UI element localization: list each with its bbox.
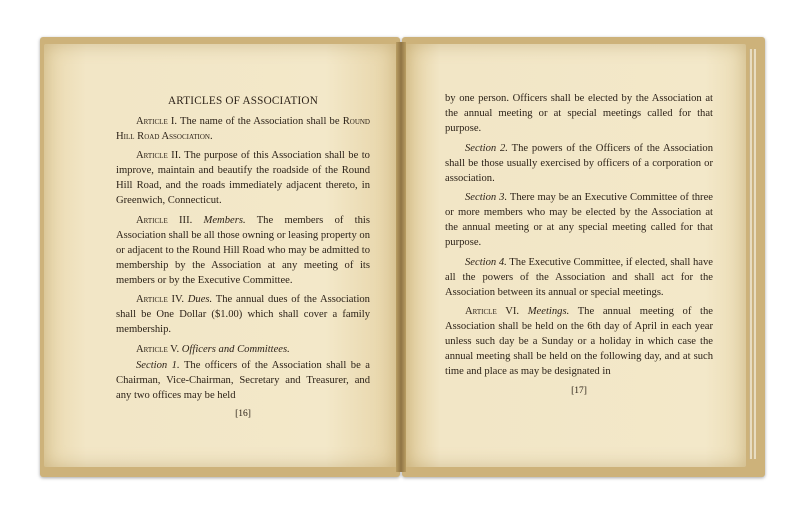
page-number: [17] [571,385,587,396]
association-name: Round Hill Road Association. [116,115,370,142]
book-gutter [396,42,406,472]
section-label: Section 2. [465,142,508,154]
section-label: Section 1. [136,359,180,371]
article-label: Article I. [136,115,178,127]
article-3: Article III. Members. The members of this Association shall be all those owning or leasing property on or adjacent to the Round Hill Road who may be admitted to membership by the Association at any meeting of its members or by the Executive Committee. [116,214,370,286]
article-label: Article V. [136,343,180,355]
section-label: Section 3. [465,192,508,203]
section-2: Section 2. The powers of the Officers of the Association shall be those usually exercised by officers of a corporation or association. [445,142,714,184]
article-label: Article IV. [136,294,184,305]
right-page-text [445,91,713,403]
article-2: Article II. The purpose of this Association shall be to improve, maintain and beautify the roadside of the Round Hill Road, and the roads immediately adjacent thereto, in Greenwich, Connecticut. [116,150,370,206]
article-label: Article VI. [465,306,520,317]
continued-text: by one person. Officers shall be elected by the Association at the annual meeting or at special meetings called for that purpose. [445,93,713,134]
article-label: Article III. [136,214,193,226]
booklet-spread [40,37,765,477]
section-4: Section 4. The Executive Committee, if elected, shall have all the powers of the Association and shall act for the Association between its annual or special meetings. [445,256,713,298]
section-label: Section 4. [465,256,507,268]
article-title: Dues. [187,294,213,305]
article-6: Article VI. Meetings. The annual meeting of the Association shall be held on the 6th day of April in each year unless such day be a Sunday or a holiday in which case the annual meeting shall be held on the following day, and at such time and place as may be designated in [445,306,713,377]
page-edge [749,49,752,459]
section-3: Section 3. There may be an Executive Committee of three or more members who may be elected by the Association at the annual meeting or at any special meeting called for that purpose. [445,192,713,248]
page-edge [753,49,756,459]
article-title: Officers and Committees. [181,343,290,355]
article-4: Article IV. Dues. The annual dues of the Association shall be One Dollar ($1.00) which shall cover a family membership. [116,294,370,335]
article-title: Meetings. [527,306,570,317]
article-title: Members. [203,214,246,226]
article-5 [116,342,370,357]
page-number: [16] [235,409,251,419]
section-1: Section 1. The officers of the Association shall be a Chairman, Vice-Chairman, Secretary and Treasurer, and any two offices may be held [116,359,370,401]
article-1: Article I. The name of the Association shall be Round Hill Road Association. [116,115,370,142]
article-label: Article II. [136,150,181,161]
page-title: ARTICLES OF ASSOCIATION [167,95,318,107]
left-page-text [116,94,370,427]
